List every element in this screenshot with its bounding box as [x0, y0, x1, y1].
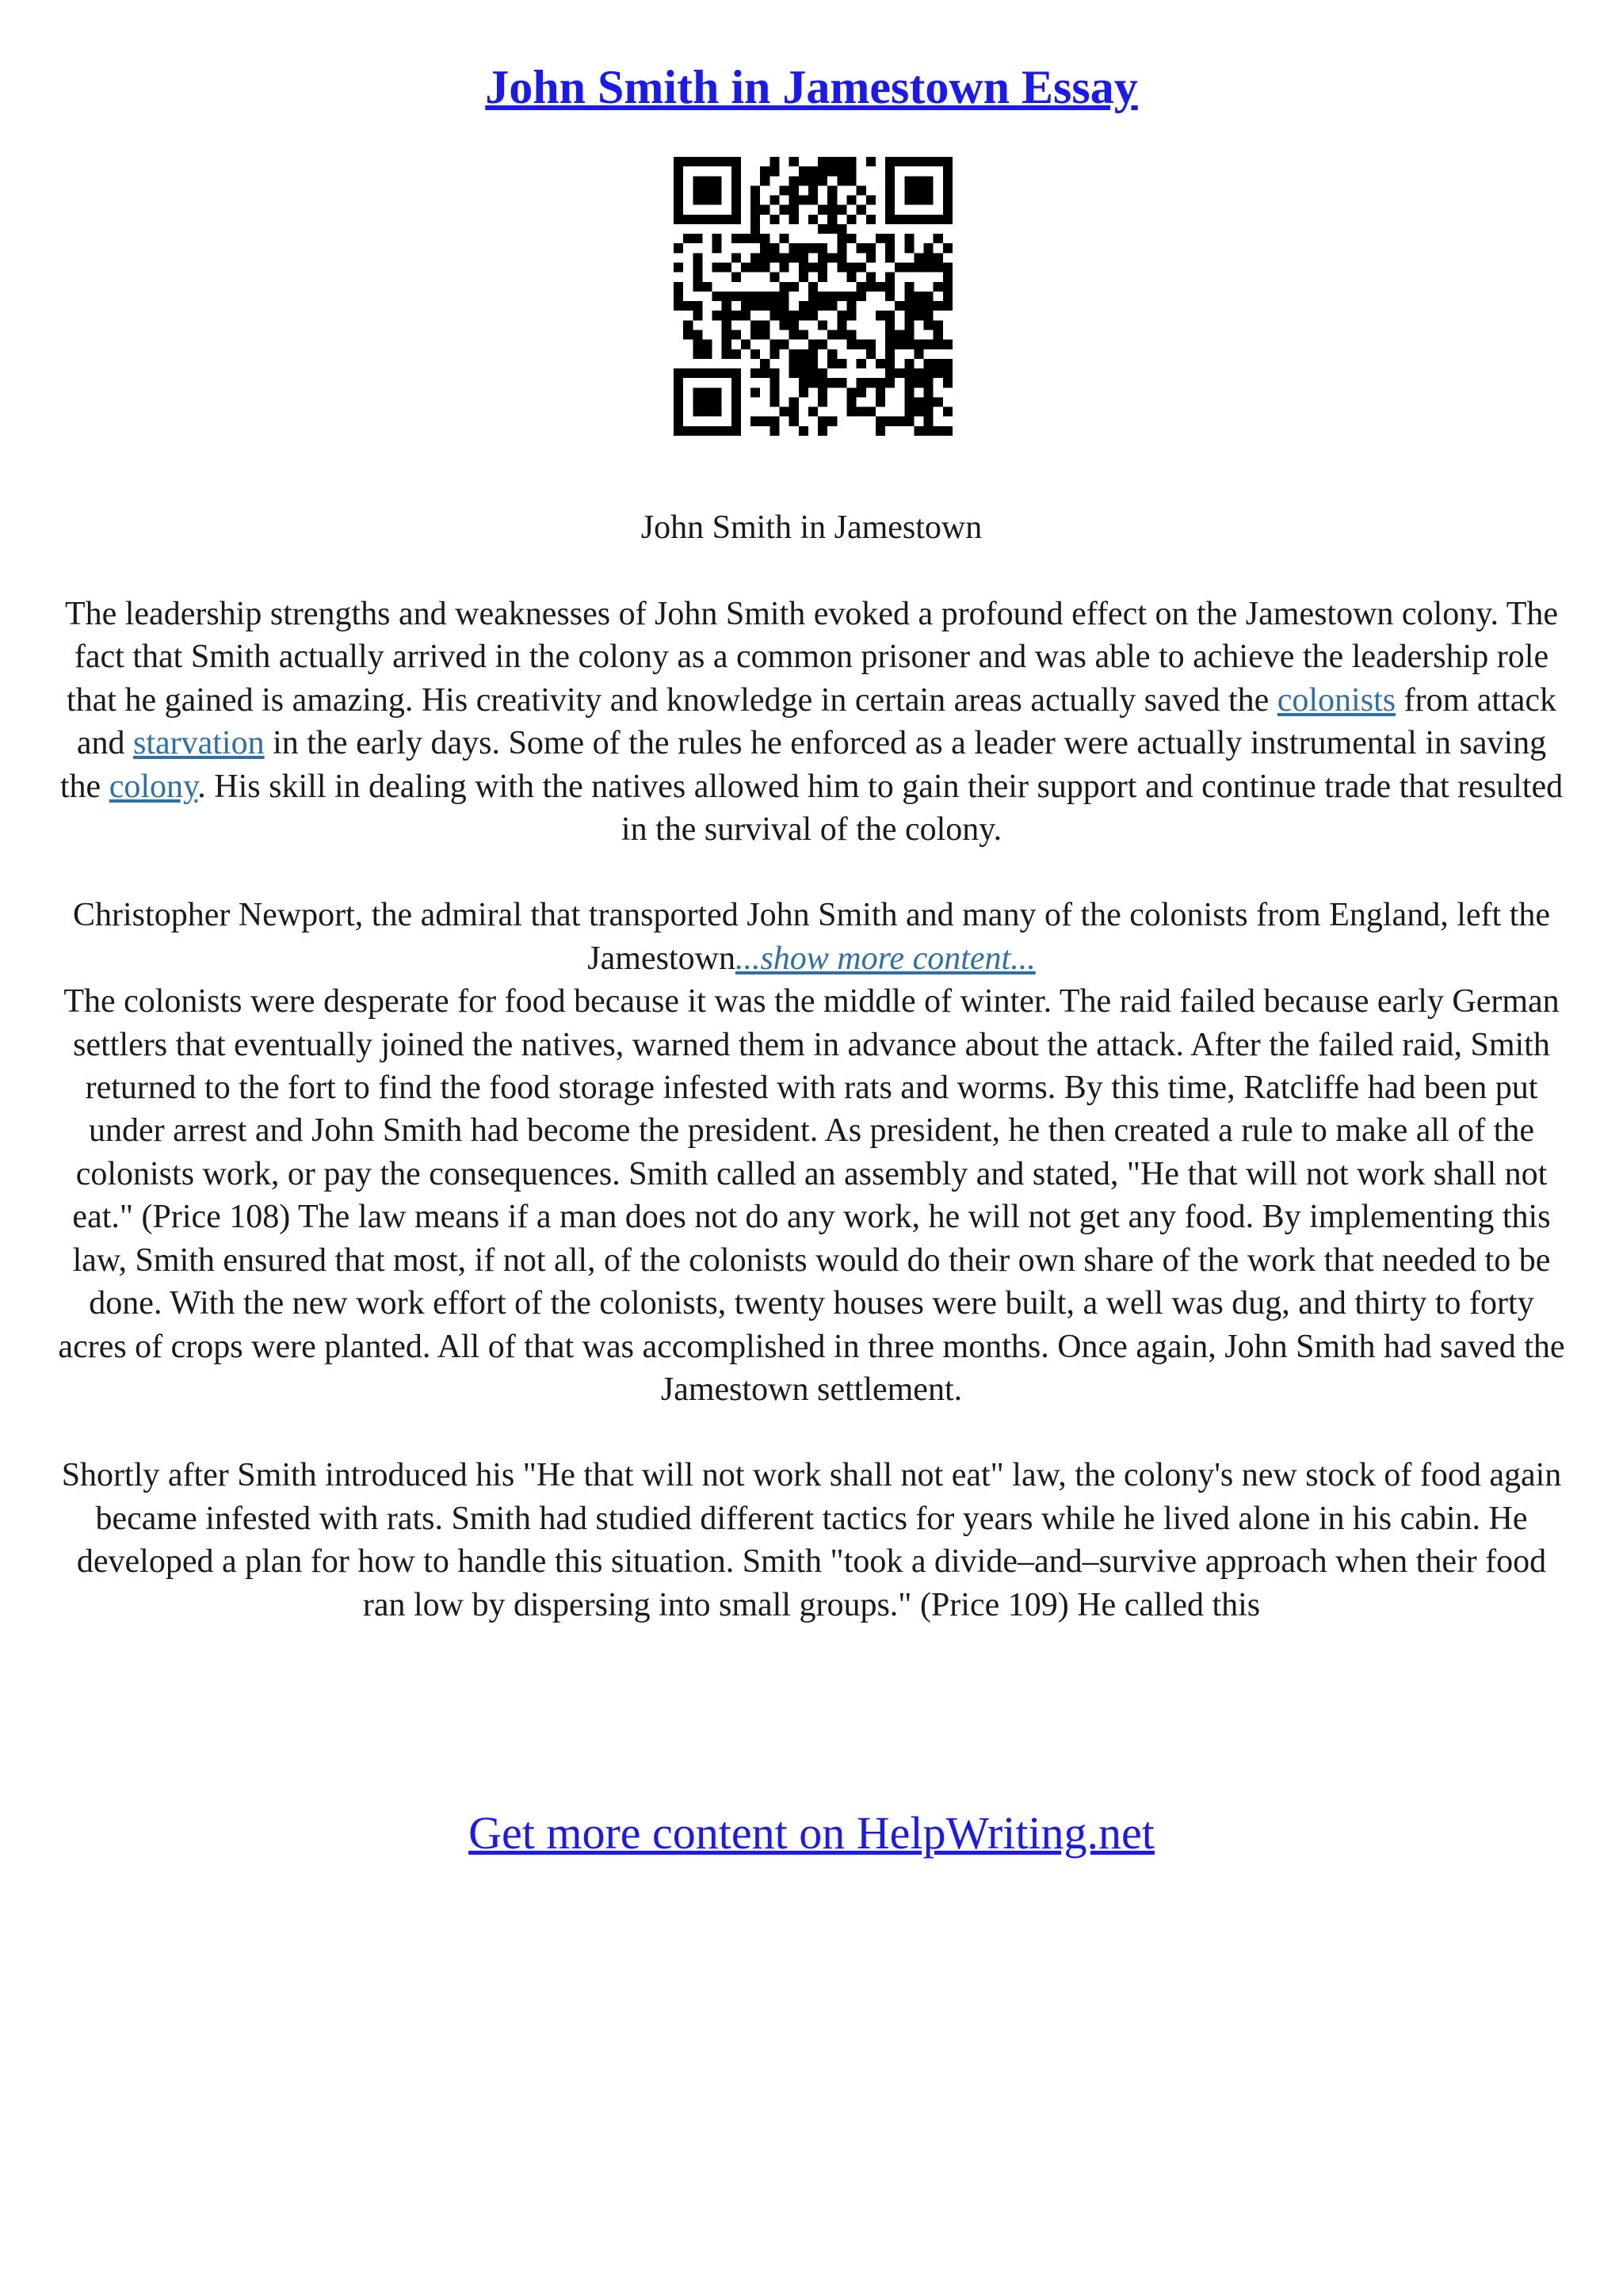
- qr-code-icon: [674, 157, 953, 436]
- paragraph-text: The leadership strengths and weaknesses of John Smith evoked a profound effect on the Jamestown colony. The fact that Smith actually arrived in the colony as a common prisoner and was able to achieve the leadership role that he gained is amazing. His creativity and knowledge in certain areas actually saved the: [64, 596, 1559, 719]
- paragraph-colonists-work: The colonists were desperate for food because it was the middle of winter. The raid failed because early German settlers that eventually joined the natives, warned them in advance about the attack. After the failed raid, Smith returned to the fort to find the food storage infested with rats and worms. By this time, Ratcliffe had been put under arrest and John Smith had become the president. As president, he then created a rule to make all of the colonists work, or pay the consequences. Smith called an assembly and stated, "He that will not work shall not eat." (Price 108) The law means if a man does not do any work, he will not get any food. By implementing this law, Smith ensured that most, if not all, of the colonists would do their own share of the work that needed to be done. With the new work effort of the colonists, twenty houses were built, a well was dug, and thirty to forty acres of crops were planted. All of that was accomplished in three months. Once again, John Smith had saved the Jamestown settlement.: [58, 983, 1565, 1408]
- essay-body: [54, 593, 1569, 1627]
- show-more-link[interactable]: ...show more content...: [735, 940, 1036, 977]
- paragraph-intro: [54, 593, 1569, 851]
- colonists-link[interactable]: colonists: [1277, 681, 1396, 719]
- paragraph-rats: Shortly after Smith introduced his "He that will not work shall not eat" law, the colony's new stock of food again became infested with rats. Smith had studied different tactics for years while he lived alone in his cabin. He developed a plan for how to handle this situation. Smith "took a divide–and–survive approach when their food ran low by dispersing into small groups." (Price 109) He called this: [61, 1457, 1562, 1623]
- paragraph-text: Christopher Newport, the admiral that transported John Smith and many of the colonists from England, left the Jamestown: [73, 897, 1550, 977]
- title-link[interactable]: John Smith in Jamestown Essay: [485, 61, 1138, 113]
- paragraph-text: from attack and: [76, 681, 1556, 762]
- starvation-link[interactable]: starvation: [132, 725, 265, 762]
- paragraph-text: . His skill in dealing with the natives allowed him to gain their support and continue trade that resulted in the survival of the colony.: [197, 768, 1564, 849]
- more-content-cta: [0, 1803, 1623, 1863]
- page-title: [0, 55, 1623, 119]
- helpwriting-link[interactable]: Get more content on HelpWriting.net: [468, 1807, 1155, 1859]
- paragraph-gap: [54, 851, 1569, 894]
- paragraph-text: in the early days. Some of the rules he enforced as a leader were actually instrumental in saving the: [59, 725, 1547, 805]
- paragraph-newport: [54, 894, 1569, 980]
- colony-link[interactable]: colony: [109, 768, 198, 805]
- paragraph-gap: [54, 1411, 1569, 1454]
- essay-subtitle: John Smith in Jamestown: [640, 509, 983, 546]
